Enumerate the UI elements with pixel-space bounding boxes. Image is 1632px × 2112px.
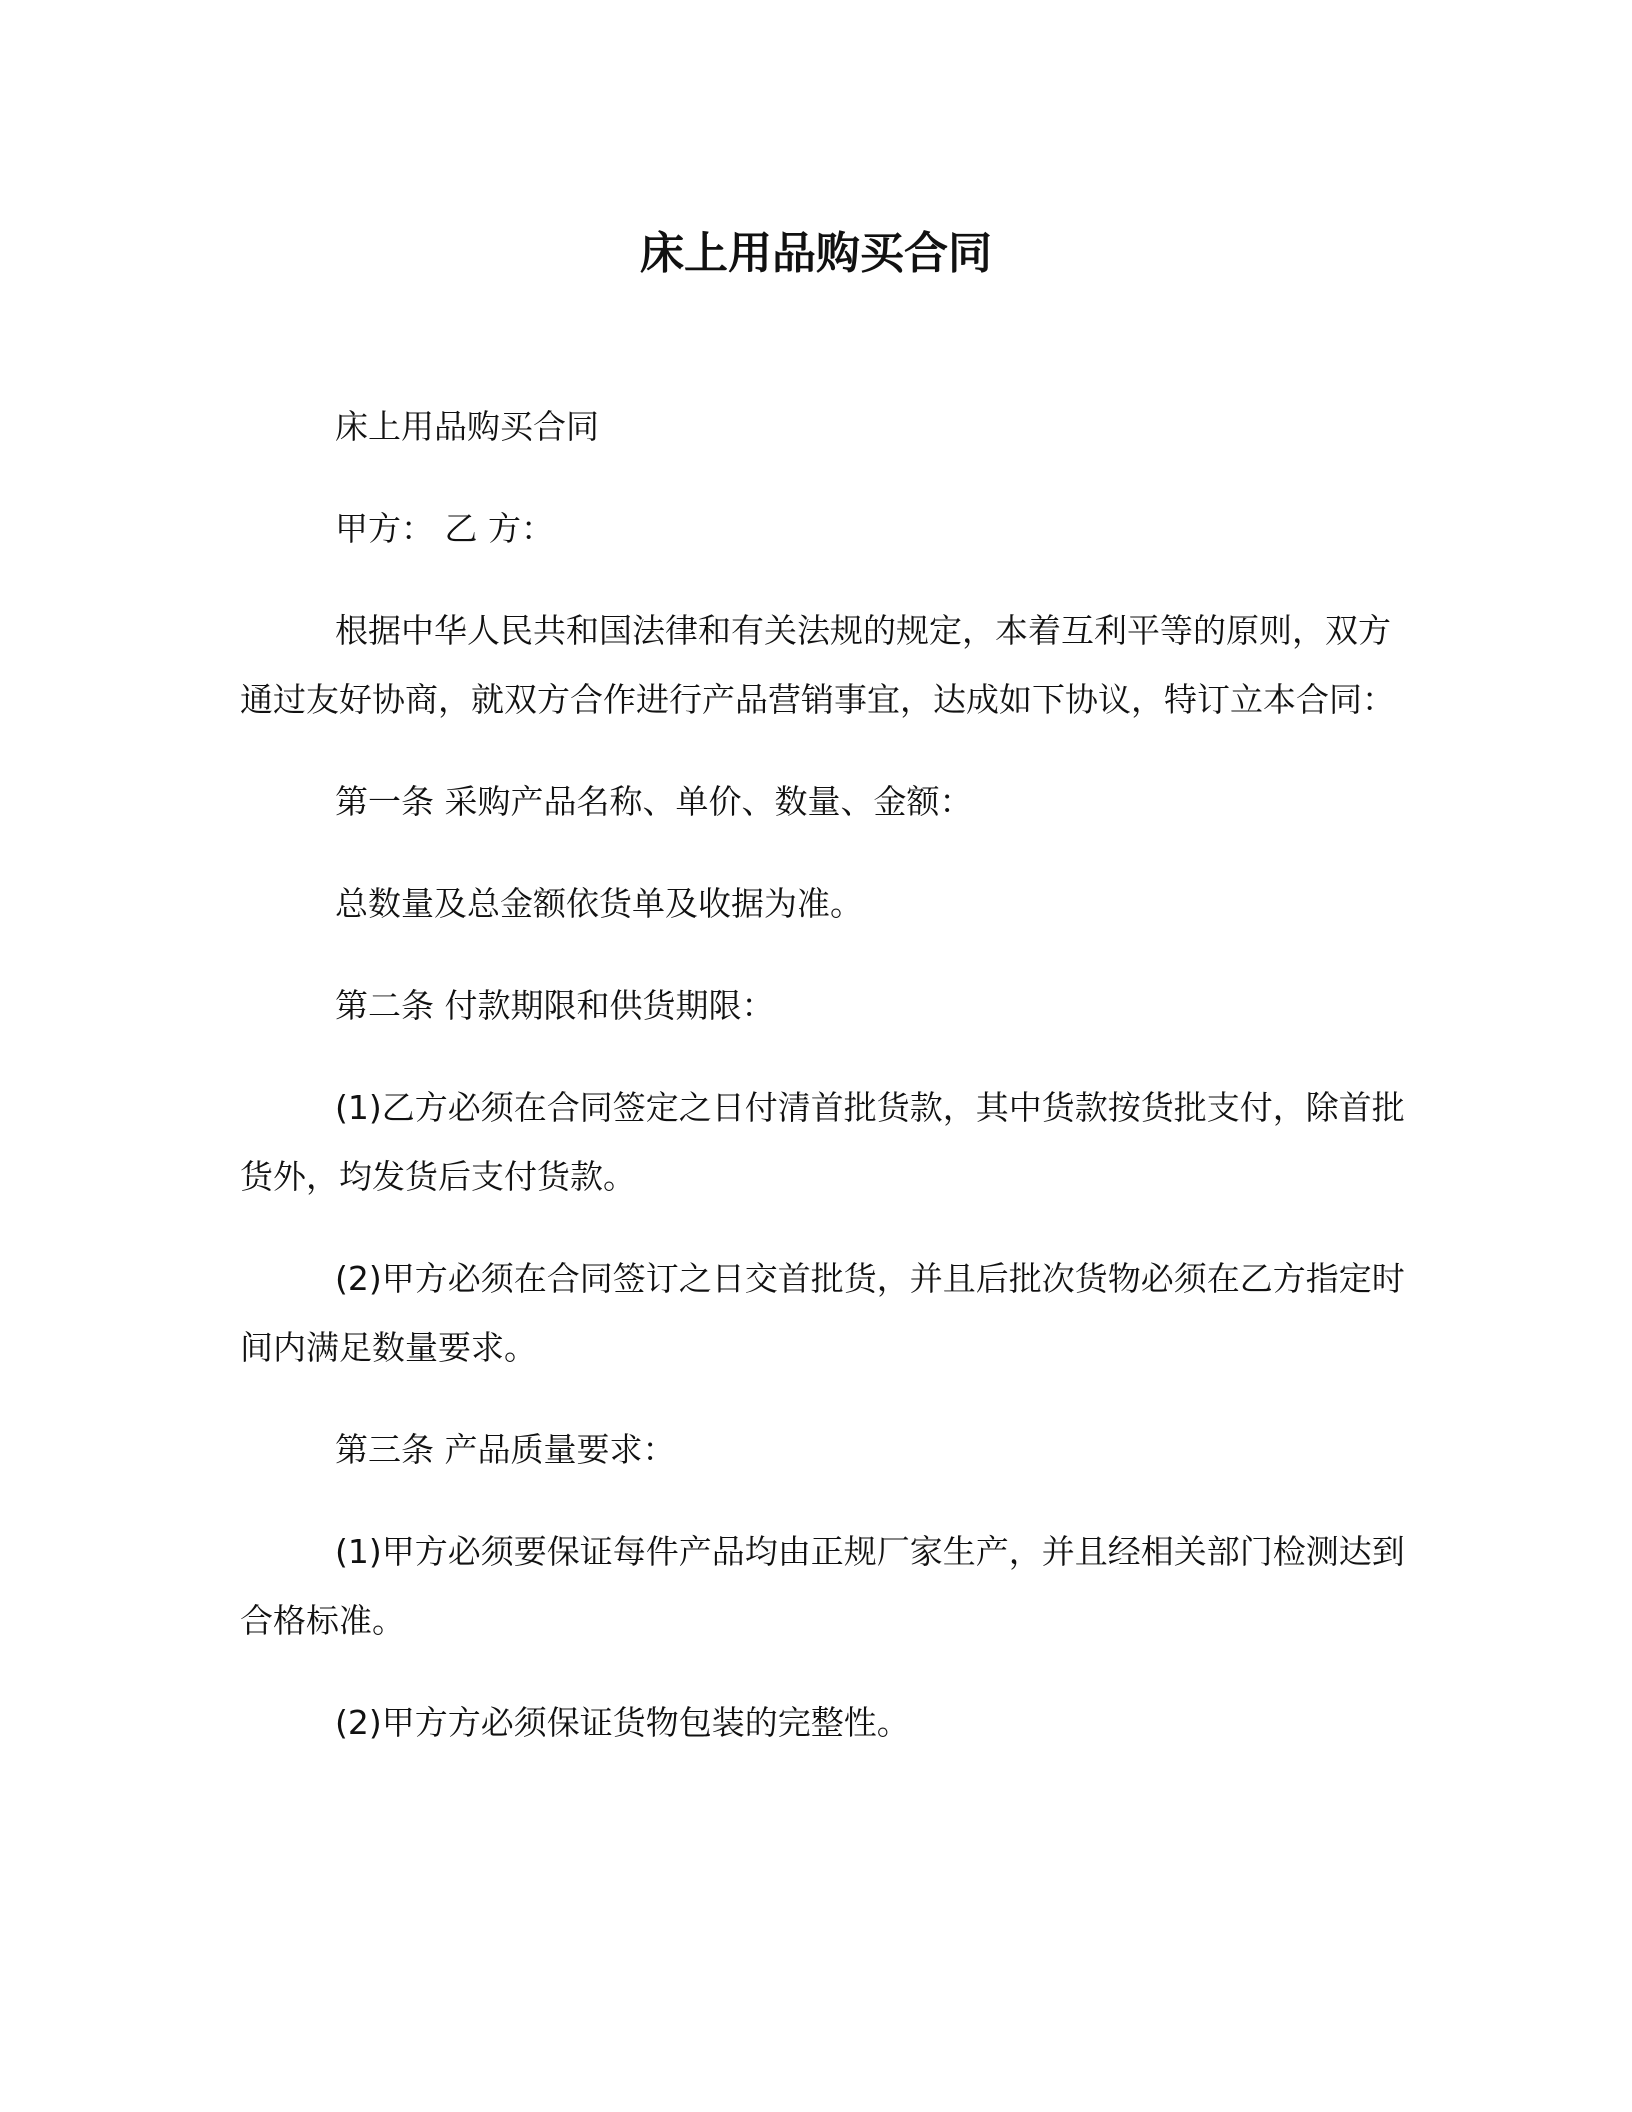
paragraph-article-2-item-2: (2)甲方必须在合同签订之日交首批货，并且后批次货物必须在乙方指定时间内满足数量要求。 xyxy=(240,1259,1405,1367)
paragraph-article-3-heading: 第三条 产品质量要求： xyxy=(335,1430,676,1469)
paragraph-article-3-item-1: (1)甲方必须要保证每件产品均由正规厂家生产，并且经相关部门检测达到合格标准。 xyxy=(240,1532,1405,1640)
paragraph-article-2-item-1: (1)乙方必须在合同签定之日付清首批货款，其中货款按货批支付，除首批货外，均发货后支付货款。 xyxy=(240,1088,1405,1196)
paragraph-parties: 甲方： 乙 方： xyxy=(335,509,554,548)
paragraph-article-3-item-2: (2)甲方方必须保证货物包装的完整性。 xyxy=(335,1703,910,1742)
paragraph-article-2-heading: 第二条 付款期限和供货期限： xyxy=(335,986,775,1025)
paragraph-article-1-body: 总数量及总金额依货单及收据为准。 xyxy=(335,884,863,923)
paragraph-subtitle: 床上用品购买合同 xyxy=(335,407,599,446)
paragraph-article-1-heading: 第一条 采购产品名称、单价、数量、金额： xyxy=(335,782,973,821)
document-body xyxy=(240,392,1412,1790)
document-title: 床上用品购买合同 xyxy=(640,228,992,279)
paragraph-preamble: 根据中华人民共和国法律和有关法规的规定，本着互利平等的原则，双方通过友好协商，就双方合作进行产品营销事宜，达成如下协议，特订立本合同： xyxy=(240,611,1395,719)
